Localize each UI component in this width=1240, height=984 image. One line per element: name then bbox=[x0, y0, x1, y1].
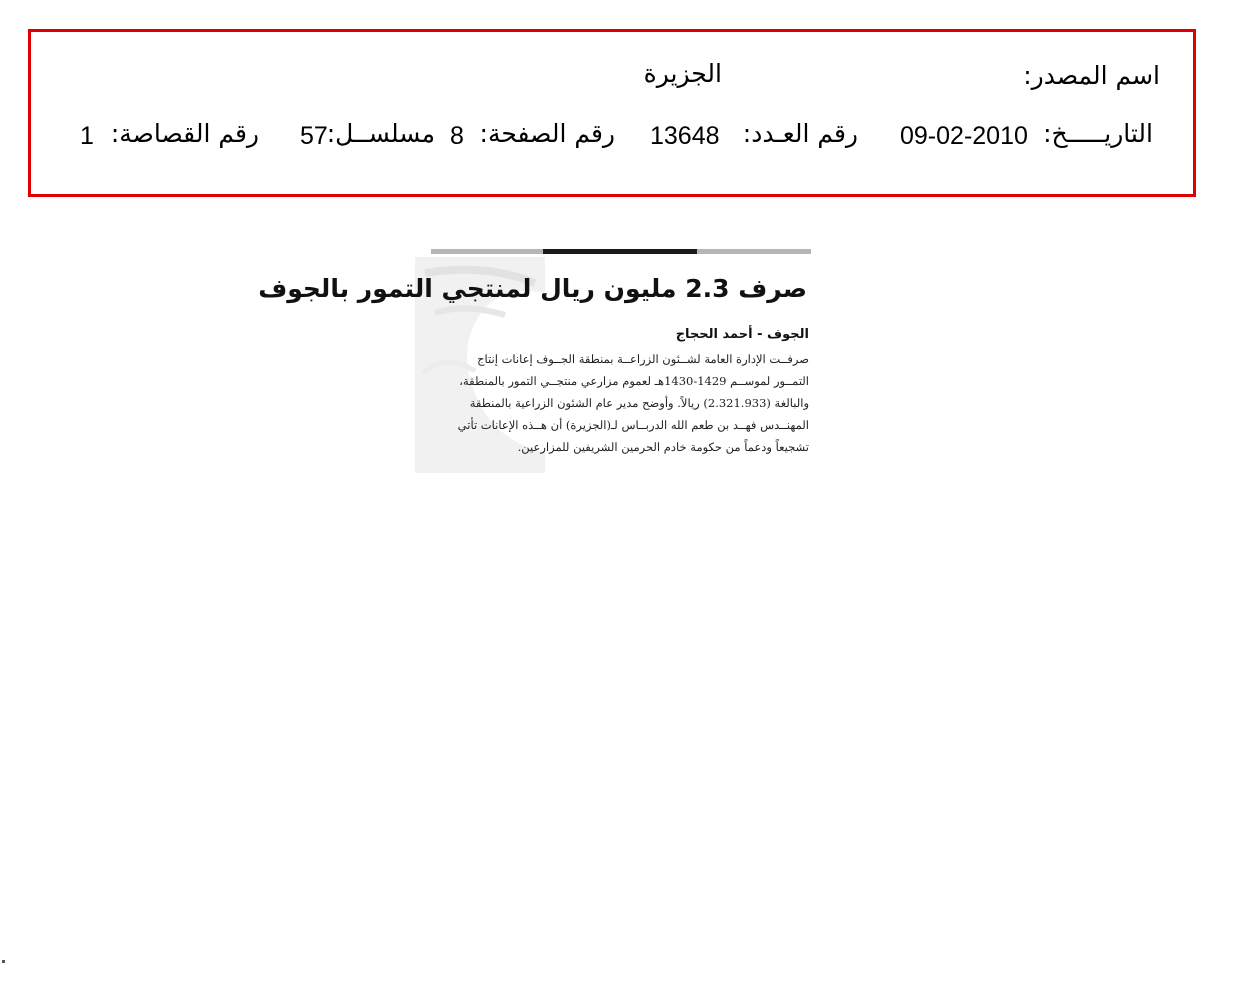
article-body-line: تشجيعاً ودعماً من حكومة خادم الحرمين الشريفين للمزارعين. bbox=[517, 440, 809, 454]
newspaper-clipping bbox=[258, 249, 811, 473]
page-label: رقم الصفحة: bbox=[479, 119, 615, 148]
serial-value: 57 bbox=[300, 122, 328, 150]
page-value: 8 bbox=[450, 122, 464, 150]
article-body bbox=[431, 348, 809, 458]
source-value: الجزيرة bbox=[643, 59, 722, 88]
date-value: 09-02-2010 bbox=[900, 122, 1028, 150]
clipping-metadata-frame bbox=[28, 29, 1196, 197]
serial-label: مسلســل: bbox=[326, 119, 435, 148]
clipping-top-rule-accent bbox=[543, 249, 697, 254]
issue-label: رقم العـدد: bbox=[742, 119, 858, 148]
article-body-line: صرفــت الإدارة العامة لشــئون الزراعــة بمنطقة الجــوف إعانات إنتاج bbox=[477, 352, 809, 366]
article-body-line: التمــور لموســم 1429-1430هـ لعموم مزارعي منتجــي التمور بالمنطقة، bbox=[459, 374, 809, 388]
clip-number-value: 1 bbox=[80, 122, 94, 150]
article-headline: صرف 2.3 مليون ريال لمنتجي التمور بالجوف bbox=[258, 274, 807, 303]
date-label: التاريـــــخ: bbox=[1043, 119, 1153, 148]
article-body-line: المهنــدس فهــد بن طعم الله الدربــاس لـ(الجزيرة) أن هــذه الإعانات تأتي bbox=[457, 418, 809, 432]
scan-artifact-dot bbox=[2, 960, 5, 963]
source-label: اسم المصدر: bbox=[1023, 61, 1160, 90]
article-byline: الجوف - أحمد الحجاج bbox=[675, 327, 809, 342]
clip-number-label: رقم القصاصة: bbox=[110, 119, 259, 148]
article-body-line: والبالغة (2.321.933) ريالاً. وأوضح مدير عام الشئون الزراعية بالمنطقة bbox=[469, 396, 809, 410]
issue-value: 13648 bbox=[650, 122, 720, 150]
